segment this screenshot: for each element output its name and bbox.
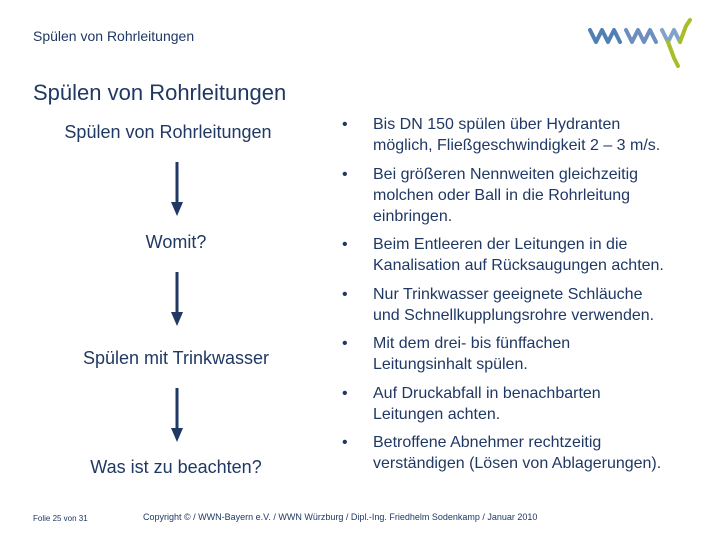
list-item: • Auf Druckabfall in benachbarten Leitungen achten. <box>342 384 601 423</box>
flow-step-4: Was ist zu beachten? <box>90 457 262 477</box>
down-arrow-icon <box>170 388 184 442</box>
bullet-icon: • <box>342 116 348 133</box>
down-arrow-icon <box>170 162 184 216</box>
bullet-icon: • <box>342 236 348 253</box>
wwn-logo <box>586 18 696 68</box>
bullet-list <box>342 114 714 482</box>
header-title: Spülen von Rohrleitungen <box>33 28 195 44</box>
down-arrow-icon <box>170 272 184 326</box>
flow-step-1: Spülen von Rohrleitungen <box>64 122 272 142</box>
flow-step-2: Womit? <box>145 232 207 252</box>
bullet-icon: • <box>342 434 348 451</box>
list-item: • Mit dem drei- bis fünffachen Leitungsinhalt spülen. <box>342 335 571 373</box>
list-item: • Nur Trinkwasser geeignete Schläuche und Schnellkupplungsrohre verwenden. <box>342 285 655 324</box>
bullet-icon: • <box>342 165 348 183</box>
list-item: • Bis DN 150 spülen über Hydranten möglich, Fließgeschwindigkeit 2 – 3 m/s. <box>342 116 661 154</box>
bullet-icon: • <box>342 335 348 352</box>
page-title: Spülen von Rohrleitungen <box>33 80 287 105</box>
copyright-text: Copyright © / WWN-Bayern e.V. / WWN Würzburg / Dipl.-Ing. Friedhelm Sodenkamp / Januar 2010 <box>143 512 538 522</box>
list-item: • Beim Entleeren der Leitungen in die Kanalisation auf Rücksaugungen achten. <box>342 236 664 274</box>
bullet-icon: • <box>342 384 348 402</box>
bullet-icon: • <box>342 285 348 303</box>
flow-step-3: Spülen mit Trinkwasser <box>82 348 270 368</box>
slide-number: Folie 25 von 31 <box>33 514 88 523</box>
list-item: • Bei größeren Nennweiten gleichzeitig molchen oder Ball in die Rohrleitung einbringen. <box>342 165 639 225</box>
list-item: • Betroffene Abnehmer rechtzeitig verständigen (Lösen von Ablagerungen). <box>342 434 662 472</box>
